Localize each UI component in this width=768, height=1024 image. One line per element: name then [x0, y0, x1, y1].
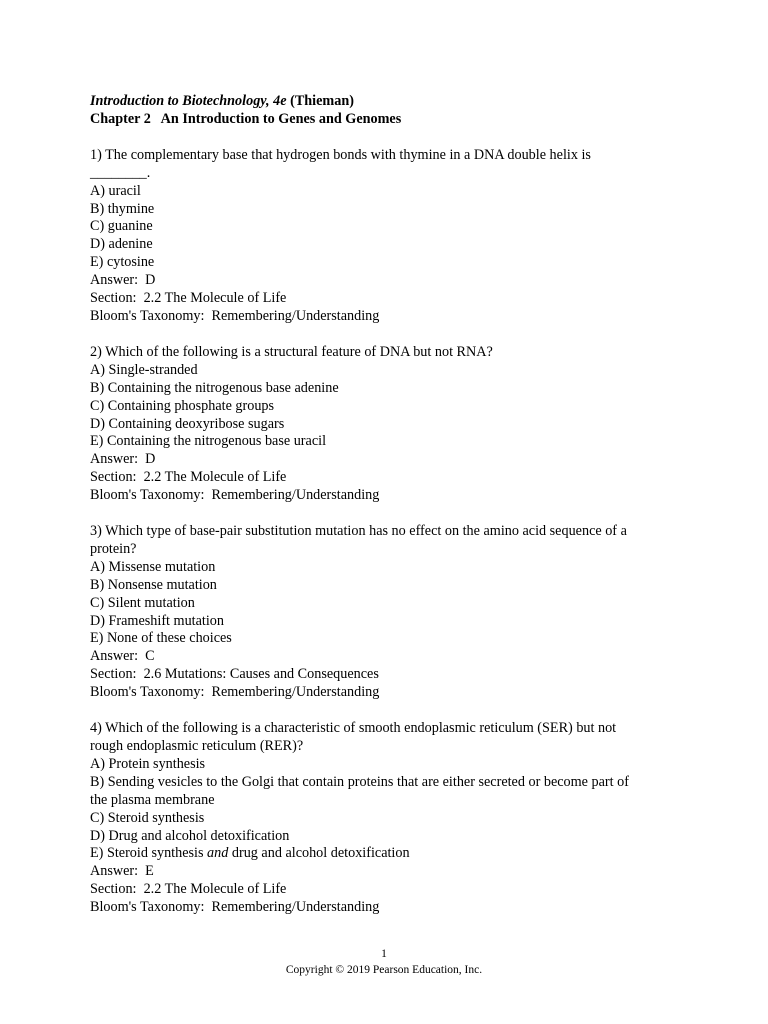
option-e-pre: E) Steroid synthesis: [90, 845, 208, 862]
question-3: [90, 523, 690, 702]
question-2: [90, 344, 690, 505]
option-e: E) None of these choices: [90, 630, 232, 647]
book-title-italic: Introduction to Biotechnology, 4e: [90, 93, 287, 109]
book-author: (Thieman): [286, 93, 354, 109]
question-text-cont: ________.: [90, 164, 151, 181]
page-number: 1: [381, 948, 387, 960]
copyright-notice: Copyright © 2019 Pearson Education, Inc.: [285, 964, 483, 976]
spacer: [90, 702, 690, 720]
spacer: [90, 326, 690, 344]
option-c: C) Containing phosphate groups: [90, 397, 275, 414]
option-e-post: drug and alcohol detoxification: [228, 845, 410, 862]
question-text: 3) Which type of base-pair substitution mutation has no effect on the amino acid sequence of a: [90, 523, 627, 540]
question-text: 2) Which of the following is a structural feature of DNA but not RNA?: [90, 343, 493, 360]
option-e: E) Containing the nitrogenous base uracil: [90, 433, 327, 450]
option-a: A) uracil: [90, 182, 141, 199]
option-e: E) cytosine: [90, 254, 155, 271]
chapter-title: Chapter 2 An Introduction to Genes and Genomes: [90, 110, 402, 127]
question-text-cont: rough endoplasmic reticulum (RER)?: [90, 738, 304, 754]
bloom-taxonomy: Bloom's Taxonomy: Remembering/Understanding: [90, 487, 380, 504]
bloom-taxonomy: Bloom's Taxonomy: Remembering/Understanding: [90, 899, 380, 916]
spacer: [90, 129, 690, 147]
option-a: A) Protein synthesis: [90, 755, 206, 772]
option-d: D) Frameshift mutation: [90, 612, 224, 629]
option-c: C) Steroid synthesis: [90, 809, 205, 826]
answer: Answer: E: [90, 863, 154, 880]
spacer: [90, 505, 690, 523]
option-e-emphasis: and: [207, 845, 229, 862]
question-text-cont: protein?: [90, 540, 137, 557]
answer: Answer: D: [90, 451, 156, 468]
option-e: [90, 845, 690, 863]
option-c: C) Silent mutation: [90, 594, 195, 611]
bloom-taxonomy: Bloom's Taxonomy: Remembering/Understanding: [90, 307, 380, 324]
document-page: [90, 93, 690, 917]
option-d: D) Drug and alcohol detoxification: [90, 827, 290, 844]
option-b: B) Containing the nitrogenous base adenine: [90, 379, 339, 396]
book-title: [90, 93, 690, 111]
question-4: [90, 720, 690, 917]
question-1: [90, 147, 690, 326]
answer: Answer: C: [90, 648, 155, 665]
section: Section: 2.2 The Molecule of Life: [90, 469, 287, 486]
option-a: A) Missense mutation: [90, 558, 216, 575]
section: Section: 2.2 The Molecule of Life: [90, 881, 287, 898]
question-text: 1) The complementary base that hydrogen bonds with thymine in a DNA double helix is: [90, 146, 591, 163]
question-text: 4) Which of the following is a characteristic of smooth endoplasmic reticulum (SER) but not: [90, 720, 617, 737]
option-b: B) Nonsense mutation: [90, 576, 217, 593]
option-d: D) Containing deoxyribose sugars: [90, 415, 285, 432]
bloom-taxonomy: Bloom's Taxonomy: Remembering/Understanding: [90, 684, 380, 701]
option-b-cont: the plasma membrane: [90, 791, 215, 808]
section: Section: 2.2 The Molecule of Life: [90, 290, 287, 307]
option-c: C) guanine: [90, 218, 153, 235]
answer: Answer: D: [90, 272, 156, 289]
option-d: D) adenine: [90, 236, 153, 253]
section: Section: 2.6 Mutations: Causes and Consequences: [90, 666, 379, 683]
option-a: A) Single-stranded: [90, 361, 198, 378]
option-b: B) Sending vesicles to the Golgi that contain proteins that are either secreted or become part of: [90, 773, 629, 790]
option-b: B) thymine: [90, 200, 155, 217]
